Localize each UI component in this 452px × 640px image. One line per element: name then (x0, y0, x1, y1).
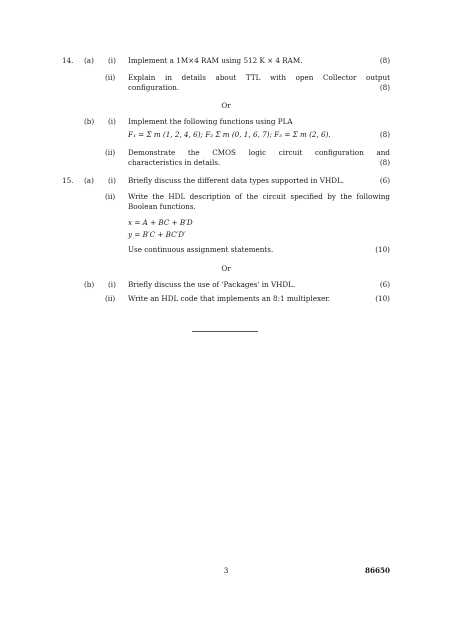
q15-equation-x: x = A + BC + B′D (128, 218, 193, 227)
q15-a-ii-note: Use continuous assignment statements. (128, 245, 274, 254)
q15-b-i-marks: (6) (379, 280, 390, 289)
q14-a-ii-label: (ii) (105, 73, 116, 82)
q15-b-ii-marks: (10) (375, 294, 390, 303)
q14-a-ii-line2: configuration. (128, 83, 180, 92)
q15-b-i-text: Briefly discuss the use of 'Packages' in VHDL. (128, 280, 296, 289)
q15-part-a: (a) (84, 176, 94, 185)
q14-part-b: (b) (84, 117, 95, 126)
q15-a-ii-line2: Boolean functions. (128, 202, 196, 211)
q15-a-ii-label: (ii) (105, 192, 116, 201)
paper-code: 86650 (364, 566, 390, 575)
q15-part-b: (b) (84, 280, 95, 289)
q15-a-i-text: Briefly discuss the different data types supported in VHDL. (128, 176, 345, 185)
q15-or: Or (221, 264, 231, 273)
q14-part-a: (a) (84, 56, 94, 65)
q15-a-i-marks: (6) (379, 176, 390, 185)
q14-b-i-formula: F₁ = Σ m (1, 2, 4, 6); F₂ Σ m (0, 1, 6, 7); F₃ = Σ m (2, 6). (128, 130, 331, 139)
q15-a-i-label: (i) (108, 176, 116, 185)
q15-a-ii-line1: Write the HDL description of the circuit specified by the following (128, 192, 390, 201)
q14-a-ii-line1: Explain in details about TTL with open Collector output (128, 73, 390, 82)
q14-a-i-marks: (8) (379, 56, 390, 65)
page-number: 3 (223, 566, 229, 575)
q15-b-ii-label: (ii) (105, 294, 116, 303)
q14-a-i-label: (i) (108, 56, 116, 65)
q14-b-i-label: (i) (108, 117, 116, 126)
q14-b-ii-line2: characteristics in details. (128, 158, 221, 167)
q14-b-ii-label: (ii) (105, 148, 116, 157)
q14-or: Or (221, 101, 231, 110)
q14-number: 14. (62, 56, 74, 65)
q14-b-ii-line1: Demonstrate the CMOS logic circuit configuration and (128, 148, 390, 157)
q15-equation-y: y = B′C + BC′D′ (128, 230, 186, 239)
q14-b-ii-marks: (8) (379, 158, 390, 167)
end-divider (192, 331, 258, 332)
q14-b-i-text: Implement the following functions using PLA (128, 117, 293, 126)
q14-b-i-marks: (8) (379, 130, 390, 139)
q15-b-i-label: (i) (108, 280, 116, 289)
q15-number: 15. (62, 176, 74, 185)
q15-b-ii-text: Write an HDL code that implements an 8:1 multiplexer. (128, 294, 331, 303)
q14-a-ii-marks: (8) (379, 83, 390, 92)
q14-a-i-text: Implement a 1M×4 RAM using 512 K × 4 RAM. (128, 56, 303, 65)
q15-a-ii-marks: (10) (375, 245, 390, 254)
